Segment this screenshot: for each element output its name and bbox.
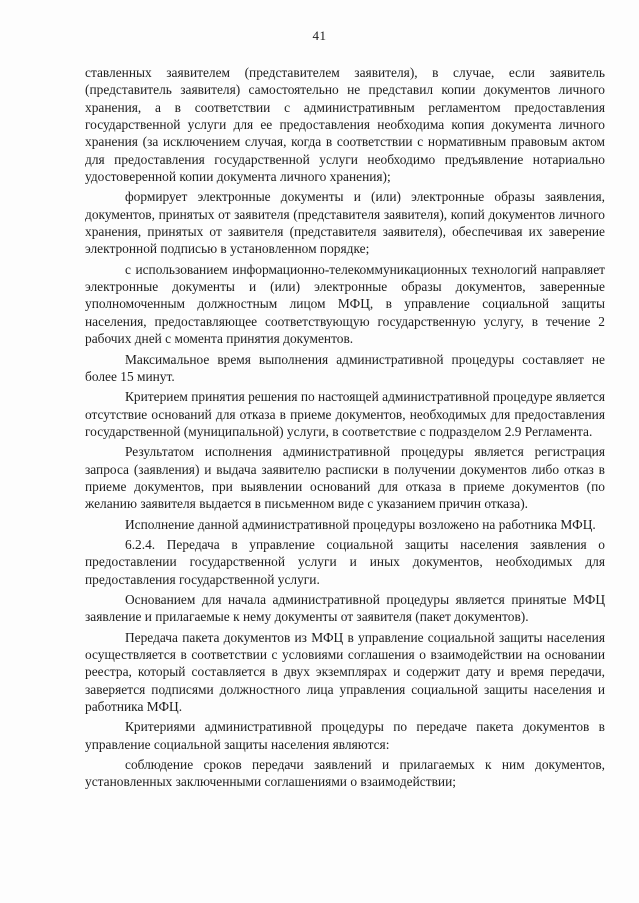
- page-number: 41: [312, 28, 327, 43]
- paragraph: формирует электронные документы и (или) электронные образы заявления, документов, принятых от заявителя (представителя заявителя), копий документов личного хранения, принятых от заявителя (представителя заявителя), обеспечивая их заверение электронной подписью в установленном порядке;: [85, 189, 605, 257]
- paragraph: с использованием информационно-телекоммуникационных технологий направляет электронные документы и (или) электронные образы документов, заверенные уполномоченным должностным лицом МФЦ, в управление социальной защиты населения, предоставляющее соответствующую государственную услугу, в течение 2 рабочих дней с момента принятия документов.: [85, 261, 605, 347]
- paragraph: Критерием принятия решения по настоящей административной процедуре является отсутствие оснований для отказа в приеме документов, необходимых для предоставления государственной (муниципальной) услуги, в соответствие с подразделом 2.9 Регламента.: [85, 389, 606, 439]
- paragraph: Критериями административной процедуры по передаче пакета документов в управление социальной защиты населения являются:: [85, 719, 605, 752]
- paragraph: ставленных заявителем (представителем заявителя), в случае, если заявитель (представитель заявителя) самостоятельно не представил копии документов личного хранения, а в соответствии с административным регламентом предоставления государственной услуги для ее предоставления необходима копия документа личного хранения (за исключением случая, когда в соответствии с нормативным правовым актом для предоставления государственной услуги необходимо предъявление нотариально удостоверенной копии документа личного хранения);: [85, 65, 605, 185]
- paragraph: Результатом исполнения административной процедуры является регистрация запроса (заявления) и выдача заявителю расписки в получении документов либо отказ в приеме документов, при выявлении оснований для отказа в приеме документов (по желанию заявителя выдается в письменном виде с указанием причин отказа).: [85, 444, 605, 512]
- body-text: [85, 64, 605, 794]
- paragraph: Основанием для начала административной процедуры является принятые МФЦ заявление и прилагаемые к нему документы от заявителя (пакет документов).: [85, 591, 605, 625]
- paragraph: Максимальное время выполнения административной процедуры составляет не более 15 минут.: [85, 351, 605, 384]
- paragraph: Передача пакета документов из МФЦ в управление социальной защиты населения осуществляется в соответствии с условиями соглашения о взаимодействии на основании реестра, который составляется в двух экземплярах и содержит дату и время передачи, заверяется подписями должностного лица управления социальной защиты населения и работника МФЦ.: [85, 629, 605, 715]
- section-heading: 6.2.4. Передача в управление социальной защиты населения заявления о предоставлении государственной услуги и иных документов, необходимых для предоставления государственной услуги.: [85, 536, 605, 587]
- paragraph: Исполнение данной административной процедуры возложено на работника МФЦ.: [125, 516, 596, 532]
- paragraph: соблюдение сроков передачи заявлений и прилагаемых к ним документов, установленных заключенными соглашениями о взаимодействии;: [85, 757, 605, 790]
